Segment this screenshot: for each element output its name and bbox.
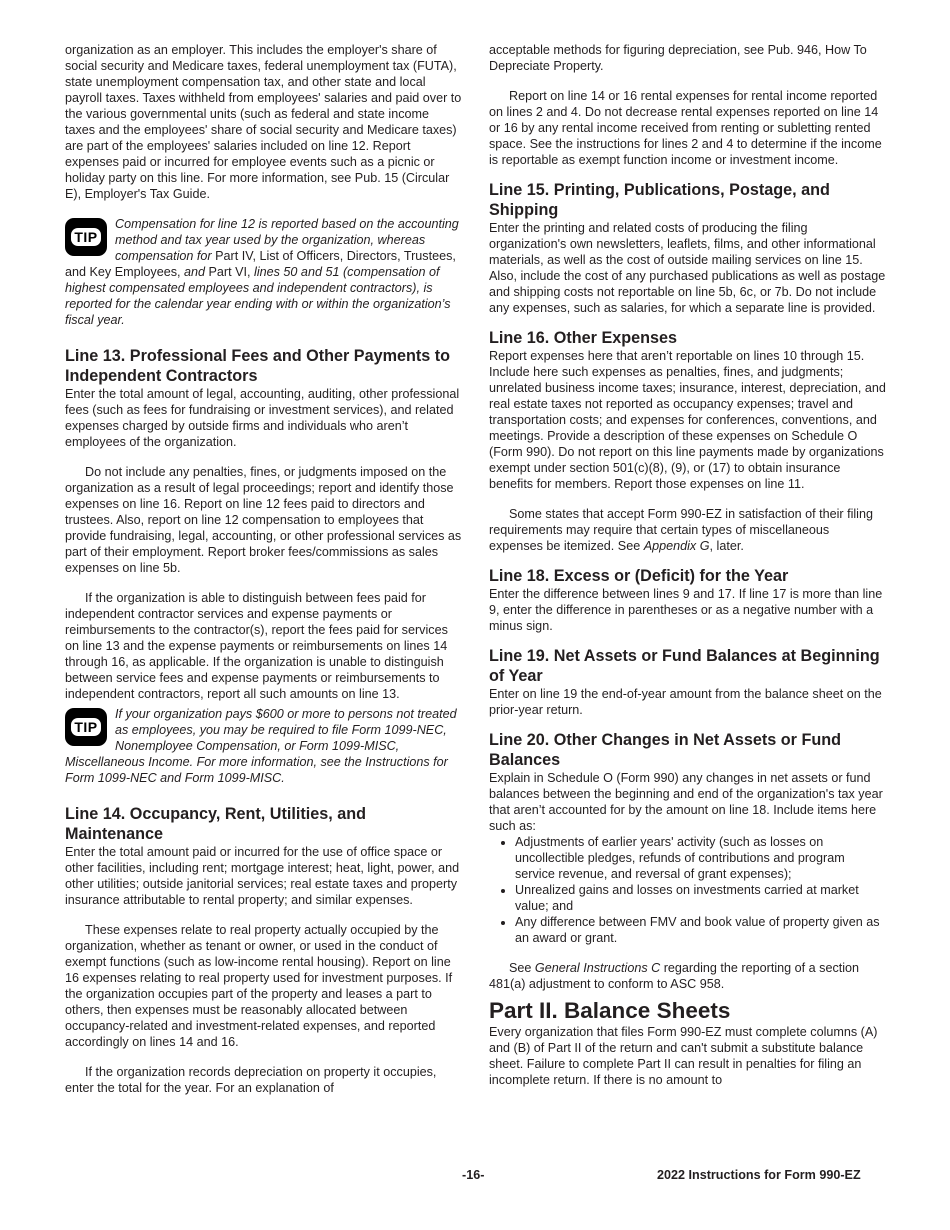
heading-line-19: Line 19. Net Assets or Fund Balances at Beginning of Year <box>489 647 880 685</box>
paragraph: If the organization records depreciation on property it occupies, enter the total for the year. For an explanation of <box>65 1065 437 1095</box>
paragraph: Enter on line 19 the end-of-year amount from the balance sheet on the prior-year return. <box>489 687 882 717</box>
paragraph: Enter the total amount paid or incurred for the use of office space or other facilities, including rent; mortgage interest; heat, light, power, and other utilities; outside janitorial services; real estate taxes and property insurance attributable to rental property; and similar expenses. <box>65 845 460 907</box>
list-item: • Any difference between FMV and book value of property given as an award or grant. <box>515 914 886 946</box>
paragraph: Some states that accept Form 990-EZ in satisfaction of their filing requirements may require that certain types of miscellaneous expenses be itemized. See Appendix G, later. <box>489 507 873 553</box>
paragraph: Enter the difference between lines 9 and 17. If line 17 is more than line 9, enter the difference in parentheses or as a negative number with a minus sign. <box>489 587 883 633</box>
right-column <box>489 42 886 1088</box>
footer-title: 2022 Instructions for Form 990-EZ <box>657 1168 861 1182</box>
left-column <box>65 42 462 1096</box>
paragraph: Every organization that files Form 990-EZ must complete columns (A) and (B) of Part II of the return and can't submit a substitute balance sheet. Failure to complete Part II can result in penalties for filing an incomplete return. If there is no amount to <box>489 1025 878 1087</box>
paragraph: organization as an employer. This includes the employer's share of social security and Medicare taxes, federal unemployment tax (FUTA), state unemployment compensation tax, and other state and local payroll taxes. Taxes withheld from employees' salaries and paid over to the various governmental units (such as federal and state income taxes and the employees' share of social security and Medicare taxes) are part of the employees' salaries included on line 12. Report expenses paid or incurred for employee events such as a picnic or holiday party on this line. For more information, see Pub. 15 (Circular E), Employer's Tax Guide. <box>65 43 462 201</box>
tip-icon: TIP <box>65 218 107 256</box>
heading-line-18: Line 18. Excess or (Deficit) for the Year <box>489 567 789 585</box>
heading-line-13: Line 13. Professional Fees and Other Payments to Independent Contractors <box>65 347 451 385</box>
paragraph: Report expenses here that aren’t reportable on lines 10 through 15. Include here such expenses as penalties, fines, and judgments; unrelated business income taxes; insurance, interest, depreciation, and real estate taxes not reported as occupancy expenses; travel and transportation costs; and expenses for conferences, conventions, and meetings. Provide a description of these expenses on Schedule O (Form 990). Do not report on this line payments made by organizations exempt under section 501(c)(8), (9), or (17) to obtain insurance benefits for members. Report those expenses on line 11. <box>489 349 886 491</box>
paragraph: Report on line 14 or 16 rental expenses for rental income reported on lines 2 and 4. Do not decrease rental expenses reported on line 14 or 16 by any rental income received from renting or subletting rented space. See the instructions for lines 2 and 4 to determine if the income is reportable as exempt function income or investment income. <box>489 89 882 167</box>
list-item: • Unrealized gains and losses on investments carried at market value; and <box>515 882 886 914</box>
heading-line-14: Line 14. Occupancy, Rent, Utilities, and Maintenance <box>65 805 367 843</box>
list-item: • Adjustments of earlier years' activity (such as losses on uncollectible pledges, refunds of contributions and program service revenue, and reversal of grant expenses); <box>515 834 886 882</box>
bullet-list <box>489 834 886 946</box>
tip-icon: TIP <box>65 708 107 746</box>
paragraph: If the organization is able to distinguish between fees paid for independent contractor services and expense payments or reimbursements to the contractor(s), report the fees paid for services on line 13 and the expense payments or reimbursements on lines 14 through 16, as applicable. If the organization is unable to distinguish between service fees and expense payments or reimbursements to independent contractors, report all such amounts on line 13. <box>65 591 448 701</box>
page-number: -16- <box>462 1168 485 1182</box>
paragraph: Do not include any penalties, fines, or judgments imposed on the organization as a result of legal proceedings; report and identify those expenses on line 16. Report on line 12 fees paid to directors and trustees. Also, report on line 12 compensation to employees that provide fundraising, legal, accounting, or other professional services as part of their employment. Report broker fees/commissions as sales expenses on line 5b. <box>65 465 462 575</box>
paragraph: See General Instructions C regarding the reporting of a section 481(a) adjustment to conform to ASC 958. <box>489 961 860 991</box>
heading-line-15: Line 15. Printing, Publications, Postage, and Shipping <box>489 181 830 219</box>
paragraph: Enter the total amount of legal, accounting, auditing, other professional fees (such as fees for fundraising or investment services), and related expenses charged by outside firms and individuals who aren’t employees of the organization. <box>65 387 460 449</box>
heading-line-20: Line 20. Other Changes in Net Assets or Fund Balances <box>489 731 841 769</box>
paragraph: Enter the printing and related costs of producing the filing organization's own newsletters, leaflets, films, and other informational materials, as well as the cost of outside mailing services on line 15. Also, include the cost of any purchased publications as well as postage and shipping costs not reportable on line 5b, 6c, or 7b. Do not include any expenses, such as salaries, for which a separate line is provided. <box>489 221 886 315</box>
tip-note-1099: TIP If your organization pays $600 or more to persons not treated as employees, you may be required to file Form 1099-NEC, Nonemployee Compensation, or Form 1099-MISC, Miscellaneous Income. For more information, see the Instructions for Form 1099-NEC and Form 1099-MISC. <box>65 707 457 785</box>
heading-line-16: Line 16. Other Expenses <box>489 329 678 347</box>
paragraph: acceptable methods for figuring depreciation, see Pub. 946, How To Depreciate Property. <box>489 43 867 73</box>
tip-note-compensation: TIP Compensation for line 12 is reported based on the accounting method and tax year used by the organization, whereas compensation for Part IV, List of Officers, Directors, Trustees, and Key Employees, and Part VI, lines 50 and 51 (compensation of highest compensated employees and independent contractors), is reported for the calendar year ending with or within the organization’s fiscal year. <box>65 217 459 327</box>
paragraph: Explain in Schedule O (Form 990) any changes in net assets or fund balances between the beginning and end of the organization's tax year that aren’t accounted for by the amount on line 18. Include items here such as: <box>489 771 883 833</box>
heading-part-ii: Part II. Balance Sheets <box>489 998 731 1023</box>
paragraph: These expenses relate to real property actually occupied by the organization, whether as tenant or owner, or used in the conduct of exempt functions (such as low-income rental housing). Report on line 16 expenses relating to real property used for investment purposes. If the organization occupies part of the property and leases a part to others, then expenses must be reasonably allocated between occupancy-related and investment-related expenses, and reported accordingly on lines 14 and 16. <box>65 923 453 1049</box>
